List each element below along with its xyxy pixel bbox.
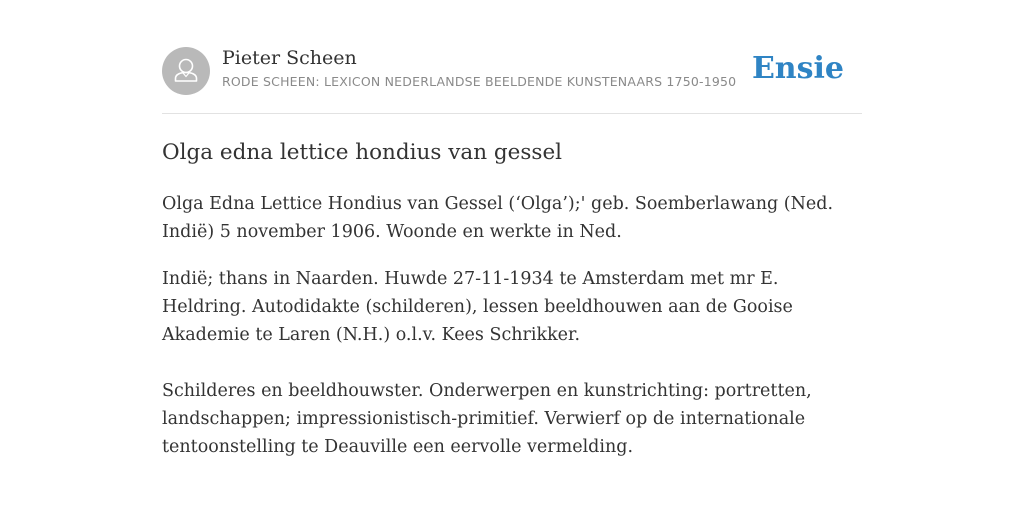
article-paragraph-3: Schilderes en beeldhouwster. Onderwerpen en kunstrichting: portretten, landschappen; impressionistisch-primitief. Verwierf op de internationale tentoonstelling te Deauville een eervolle vermelding. [162,381,812,457]
article-paragraph-1: Olga Edna Lettice Hondius van Gessel (‘Olga’);' geb. Soemberlawang (Ned. Indië) 5 november 1906. Woonde en werkte in Ned. [162,194,834,242]
author-avatar[interactable] [162,47,210,95]
article-header [162,0,862,114]
article-title: Olga edna lettice hondius van gessel [162,140,563,165]
author-name[interactable]: Pieter Scheen [222,47,357,69]
brand-logo[interactable]: Ensie [751,51,844,86]
article-paragraph-2: Indië; thans in Naarden. Huwde 27-11-1934 te Amsterdam met mr E. Heldring. Autodidakte (schilderen), lessen beeldhouwen aan de Gooise Akademie te Laren (N.H.) o.l.v. Kees Schrikker. [162,269,793,345]
source-title[interactable]: RODE SCHEEN: LEXICON NEDERLANDSE BEELDENDE KUNSTENAARS 1750-1950 [222,74,737,89]
page-container [162,0,862,457]
